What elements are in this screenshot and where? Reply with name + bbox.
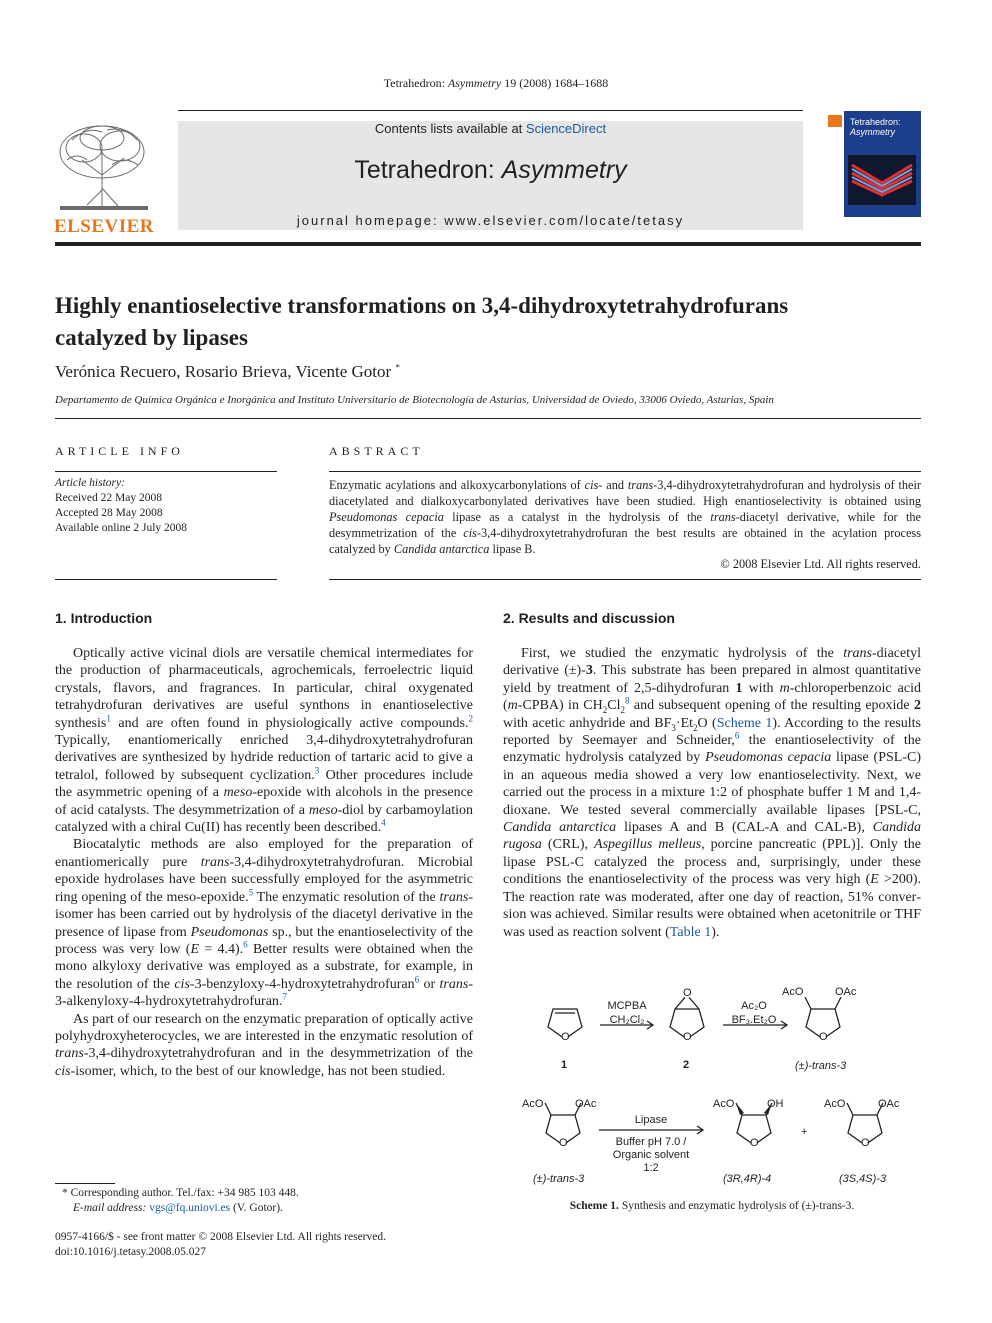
header-rule (178, 110, 803, 111)
authors: Verónica Recuero, Rosario Brieva, Vicente Gotor * (55, 362, 400, 381)
abstract-bottom-rule (329, 579, 921, 580)
buffer-label: Buffer pH 7.0 / (615, 1136, 687, 1148)
article-info-heading: ARTICLE INFO (55, 444, 184, 458)
compound-label-6: (3S,4S)-3 (839, 1173, 887, 1185)
scheme-1: O O O O O O O AcO OAc AcO OAc AcO OH AcO OAc MCPBA CH₂Cl₂ Ac₂O BF₃.Et₂O 1 2 (±)-trans-3 Lipase Buffer pH 7.0 / Organic solvent 1:2 + (±)-trans-3 (3R,4R)-4 (3S,4S)-3 (503, 983, 921, 1193)
copyright: © 2008 Elsevier Ltd. All rights reserved. (720, 557, 921, 571)
elsevier-tree-icon (52, 120, 156, 212)
front-matter: 0957-4166/$ - see front matter © 2008 Elsevier Ltd. All rights reserved. doi:10.1016/j.tetasy.2008.05.027 (55, 1231, 386, 1258)
affiliation-rule (55, 418, 921, 419)
abstract-text: Enzymatic acylations and alkoxycarbonylations of cis- and trans-3,4-dihydroxytetrahydrofuran and hydrolysis of their diacetylated and dialkoxycarbonylated derivatives have been studied. High enantioselectivity is obtained using Pseudomonas cepacia lipase as a catalyst in the hydrolysis of the trans-diacetyl derivative, while for the desymmetrization of the cis-3,4-dihydroxytetrahydrofuran the best results are obtained in the acylation process catalyzed by Candida antarctica lipase B. (329, 478, 922, 556)
results-text: First, we studied the enzymatic hydrolysis of the trans-diacetyl derivative (±)-3. This substrate has been prepared in almost quantitative yield by treatment of 2,5-dihydrofuran 1 with m-chloroperbenzoic acid (m-CPBA) in $CH_2Cl_2^8$ and subsequent opening of the resulting epoxide 2 with acetic anhydride and $BF_3\cdot Et_2O$ (Scheme 1). According to the results reported by Seemayer and Schneider,$^6$ the enantioselectivity of the enzymatic hydrolysis catalyzed by Pseudomonas cepacia lipase (PSL-C) in an aqueous media showed a very low enantioselectivity. Next, we carried out the process in a mixture 1:2 of phosphate buffer 1 M and 1,4-dioxane. We tested several commercially available lipases [PSL-C, Candida antarctica lipases A and B (CAL-A and CAL-B), Candida rugosa (CRL), Aspegillus melleus, porcine pancreatic (PPL)]. Only the lipase PSL-C catalyzed the process and, surprisingly, under these conditions the enantioselectivity of the process was very high (E >200). The reaction rate was moderated, after one day of reaction, 51% conversion was achieved. Similar results were obtained when acetonitrile or THF was used as reaction solvent (Table 1). (503, 646, 922, 940)
compound-label-5: (3R,4R)-4 (723, 1173, 772, 1185)
footnotes: * Corresponding author. Tel./fax: +34 985 103 448. E-mail address: vgs@fq.uniovi.es (V. Gotor). (62, 1187, 299, 1214)
article-info-bottom-rule (55, 579, 277, 580)
journal-cover (826, 111, 921, 229)
plus-sign: + (801, 1126, 808, 1138)
contents-line: Contents lists available at ScienceDirect (374, 121, 607, 136)
article-info-rule (55, 471, 277, 472)
compound-label-3: (±)-trans-3 (795, 1060, 847, 1072)
cover-artwork-icon (848, 155, 916, 205)
scheme-structures (503, 983, 921, 1193)
header-thick-rule (55, 242, 921, 246)
introduction-text: Optically active vicinal diols are versatile chemical intermediates for the production of pharmaceuticals, agrochemicals, ferroelectric liquid crystals, flavors, and fragrances. In particular, chiral oxygenated tetrahydrofuran derivatives are useful synthons in enantioselective synthesis$^1$ and are often found in physiologically active compounds.$^2$ Typically, enantiomerically enriched 3,4-dihydroxytetrahydrofuran derivatives are synthesized by hydride reduction of tartaric acid to give a tetralol, followed by subsequent cyclization.$^3$ Other procedures include the asymmetric opening of a meso-epoxide with alcohols in the presence of acid catalysts. The desymmetrization of a meso-diol by carbamoylation catalyzed with a chiral Cu(II) has recently been described.$^4$ Biocatalytic methods are also employed for the preparation of enantiomerically pure trans-3,4-dihydroxytetrahydrofuran. Microbial epoxide hydrolases have been successfully employed for the asymmetric ring opening of the meso-epoxide.$^5$ The enzymatic resolution of the trans-isomer has been carried out by hydrolysis of the diacetyl derivative in the presence of lipase from Pseudomonas sp., but the enantioselectivity of the process was very low (E = 4.4).$^6$ Better results were obtained when the mono alkyloxy derivative was employed as a substrate, for example, in the resolution of the cis-3-benzyloxy-4-hydroxytetrahydrofuran$^6$ or trans-3-alkenyloxy-4-hydroxytetrahydrofuran.$^7$ As part of our research on the enzymatic preparation of optically active polyhydroxyheterocycles, we are interested in the enzymatic resolution of trans-3,4-dihydroxytetrahydrofuran and in the desymmetrization of the cis-isomer, which, to the best of our knowledge, has not been studied. (55, 646, 474, 1079)
abstract-rule (329, 471, 921, 472)
ratio-label: 1:2 (643, 1162, 659, 1174)
sciencedirect-link[interactable]: ScienceDirect (525, 121, 607, 136)
journal-reference: Tetrahedron: Asymmetry 19 (2008) 1684–1688 (383, 76, 609, 90)
journal-title: Tetrahedron: Asymmetry (354, 156, 627, 184)
publisher-name: ELSEVIER (53, 216, 155, 237)
reagent-ch2cl2: CH₂Cl₂ (609, 1014, 645, 1026)
journal-homepage[interactable]: journal homepage: www.elsevier.com/locate/tetasy (296, 213, 685, 228)
footnote-rule (55, 1183, 115, 1184)
solvent-label: Organic solvent (612, 1149, 690, 1161)
cover-logo-icon (828, 115, 842, 127)
elsevier-logo (52, 120, 156, 237)
email-link[interactable]: vgs@fq.uniovi.es (149, 1202, 231, 1214)
compound-label-1: 1 (561, 1059, 568, 1071)
scheme-caption: Scheme 1. Synthesis and enzymatic hydrolysis of (±)-trans-3. (569, 1200, 855, 1212)
article-history: Article history: Received 22 May 2008 Accepted 28 May 2008 Available online 2 July 2008 (55, 477, 188, 534)
compound-label-2: 2 (683, 1059, 690, 1071)
section-heading-results: 2. Results and discussion (503, 610, 675, 626)
affiliation: Departamento de Química Orgánica e Inorgánica and Instituto Universitario de Biotecnología de Asturias, Universidad de Oviedo, 33006 Oviedo, Asturias, Spain (55, 394, 774, 406)
lipase-label: Lipase (634, 1114, 668, 1126)
corresponding-author-mark[interactable]: * (395, 362, 400, 373)
doi[interactable]: doi:10.1016/j.tetasy.2008.05.027 (55, 1246, 206, 1258)
reagent-bf3: BF₃.Et₂O (731, 1014, 777, 1026)
compound-label-4: (±)-trans-3 (533, 1173, 585, 1185)
article-title: Highly enantioselective transformations on 3,4-dihydroxytetrahydrofurans catalyzed by lipases (55, 293, 789, 350)
reagent-mcpba: MCPBA (607, 1000, 647, 1012)
section-heading-introduction: 1. Introduction (55, 610, 153, 626)
reagent-ac2o: Ac₂O (741, 1000, 767, 1012)
abstract-heading: ABSTRACT (329, 444, 424, 458)
cover-title: Tetrahedron: Asymmetry (850, 117, 901, 137)
